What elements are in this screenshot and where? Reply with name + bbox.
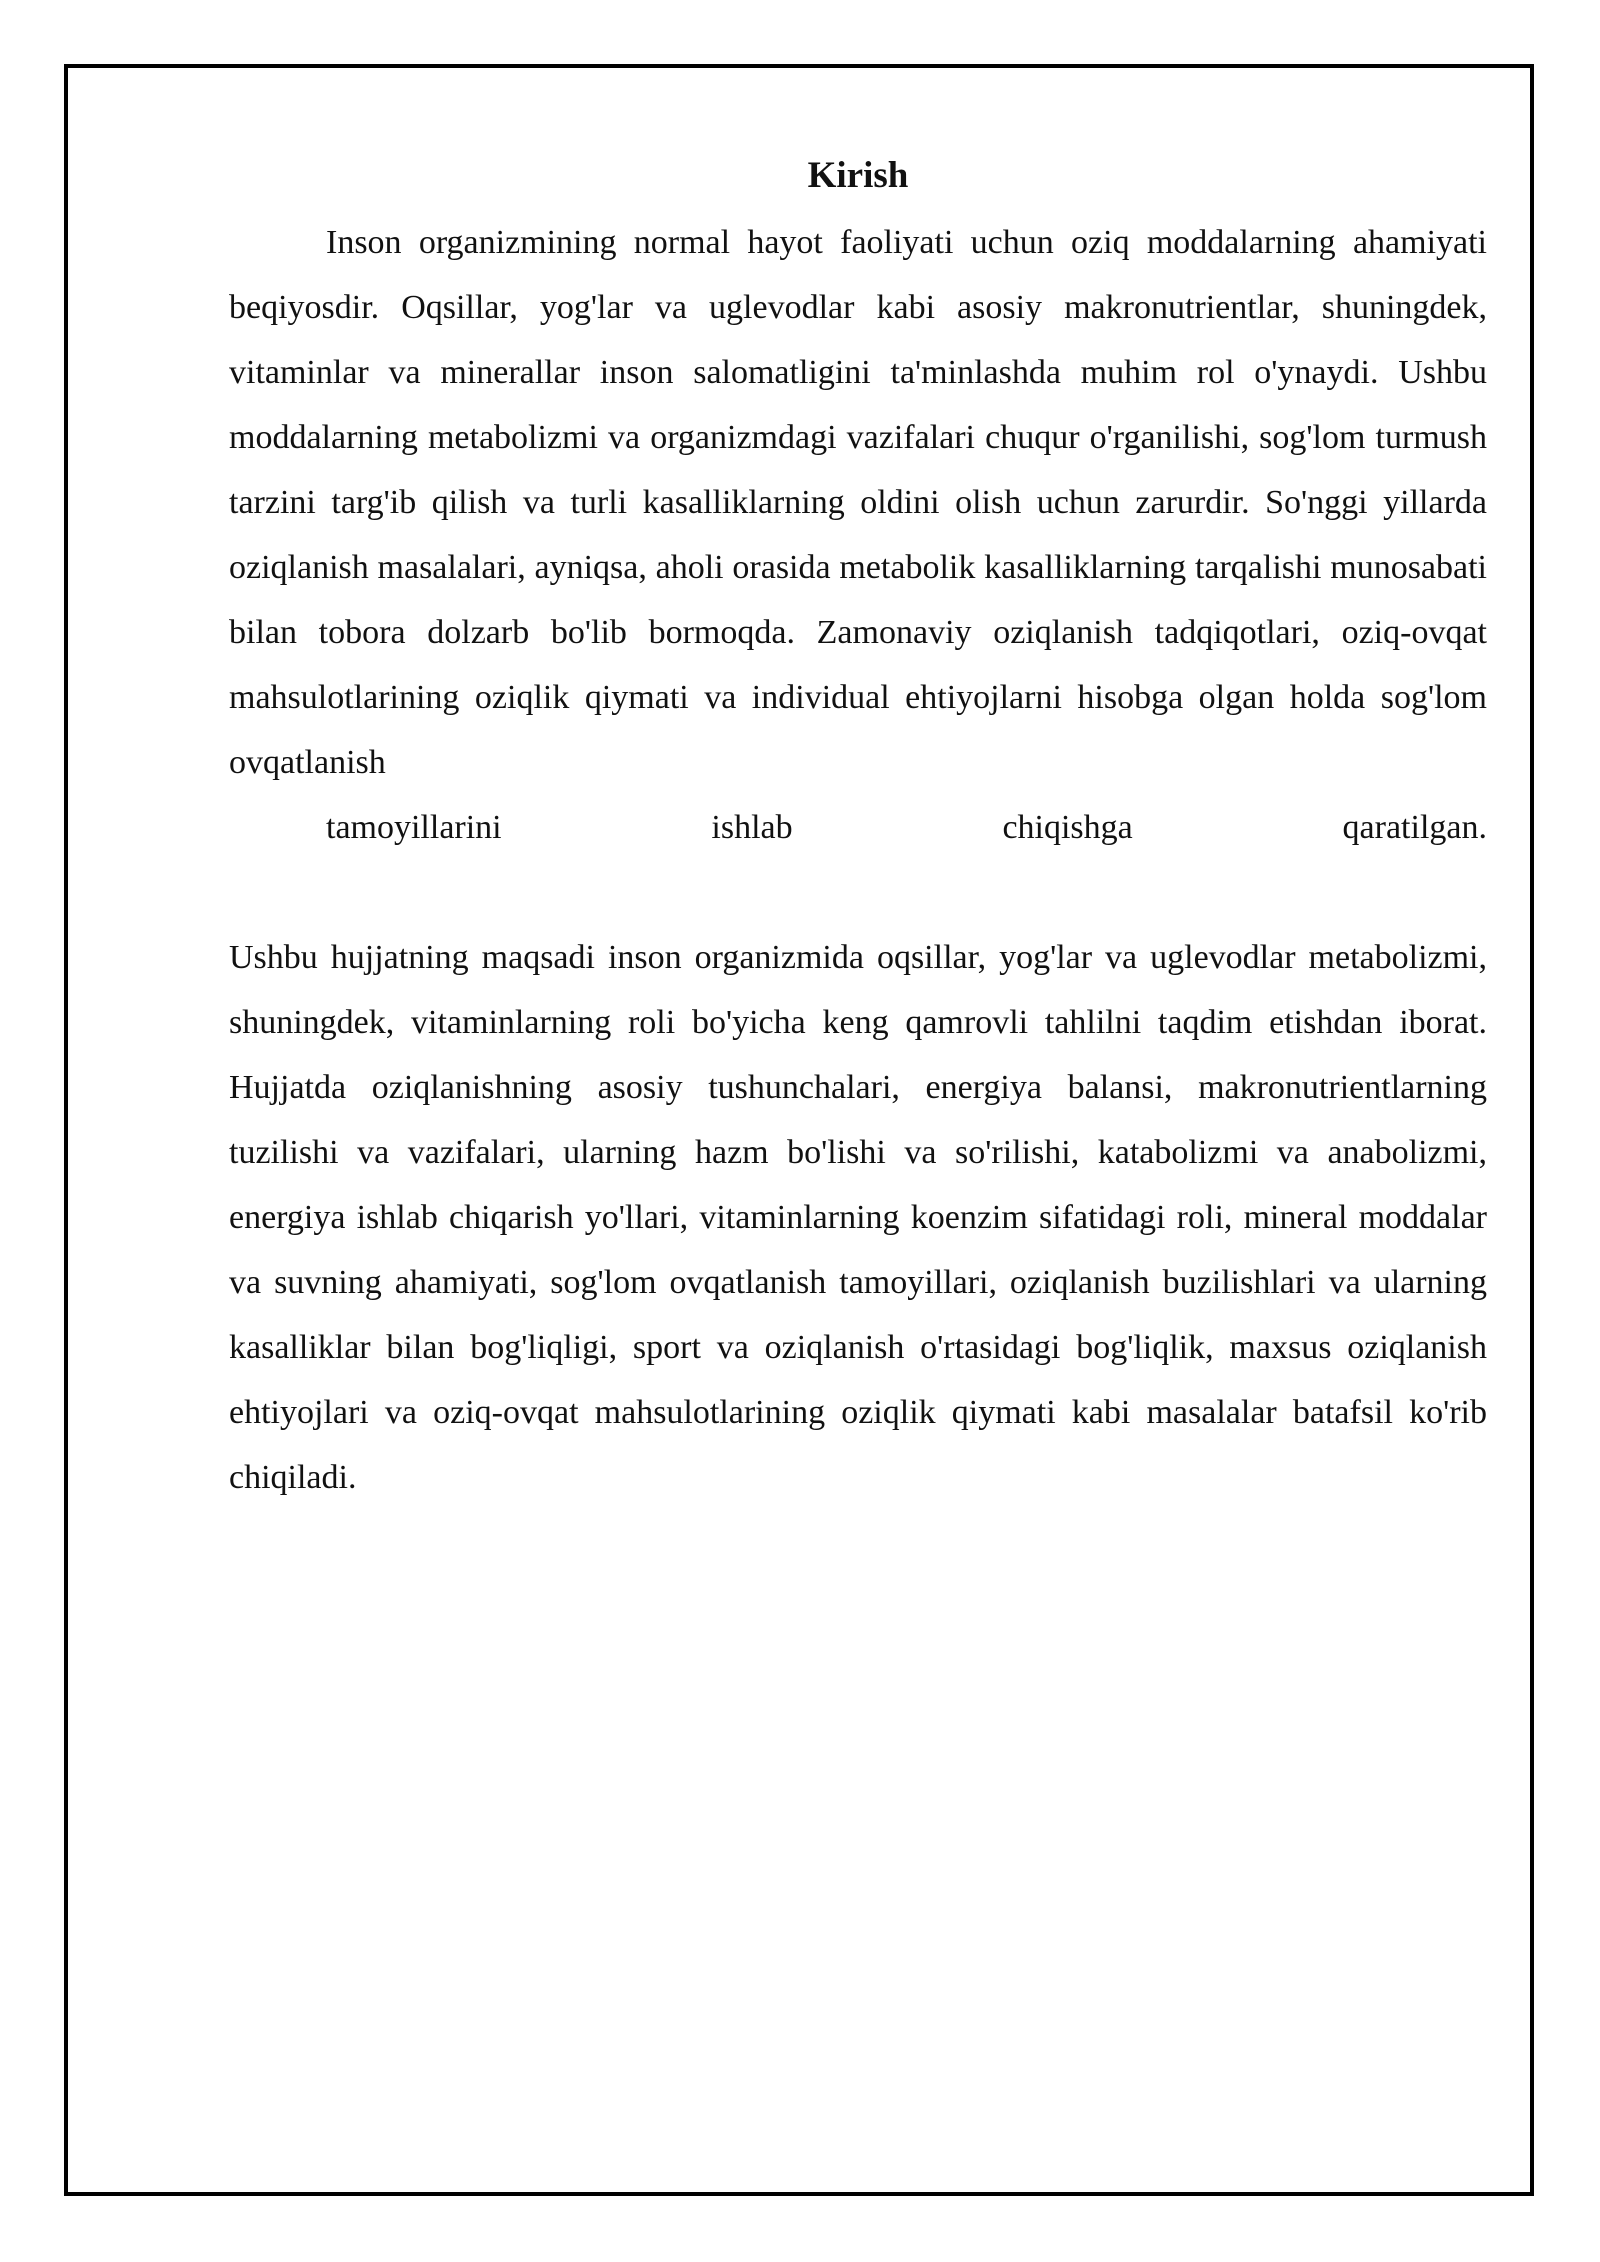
intro-paragraph (229, 210, 1487, 860)
page-title: Kirish (807, 155, 909, 196)
document-body (229, 148, 1487, 1510)
intro-paragraph-text: Inson organizmining normal hayot faoliyati uchun oziq moddalarning ahamiyati beqiyosdir. Oqsillar, yog'lar va uglevodlar kabi asosiy makronutrientlar, shuningdek, vitaminlar va minerallar inson salomatligini ta'minlashda muhim rol o'ynaydi. Ushbu moddalarning metabolizmi va organizmdagi vazifalari chuqur o'rganilishi, sog'lom turmush tarzini targ'ib qilish va turli kasalliklarning oldini olish uchun zarurdir. So'nggi yillarda oziqlanish masalalari, ayniqsa, aholi orasida metabolik kasalliklarning tarqalishi munosabati bilan tobora dolzarb bo'lib bormoqda. Zamonaviy oziqlanish tadqiqotlari, oziq-ovqat mahsulotlarining oziqlik qiymati va individual ehtiyojlarni hisobga olgan holda sog'lom ovqatlanish (229, 224, 1487, 781)
intro-paragraph-last-line: tamoyillarini ishlab chiqishga qaratilgan. (326, 809, 1487, 846)
paragraph-spacer (229, 860, 1487, 925)
purpose-paragraph: Ushbu hujjatning maqsadi inson organizmida oqsillar, yog'lar va uglevodlar metabolizmi, shuningdek, vitaminlarning roli bo'yicha keng qamrovli tahlilni taqdim etishdan iborat. Hujjatda oziqlanishning asosiy tushunchalari, energiya balansi, makronutrientlarning tuzilishi va vazifalari, ularning hazm bo'lishi va so'rilishi, katabolizmi va anabolizmi, energiya ishlab chiqarish yo'llari, vitaminlarning koenzim sifatidagi roli, mineral moddalar va suvning ahamiyati, sog'lom ovqatlanish tamoyillari, oziqlanish buzilishlari va ularning kasalliklar bilan bog'liqligi, sport va oziqlanish o'rtasidagi bog'liqlik, maxsus oziqlanish ehtiyojlari va oziq-ovqat mahsulotlarining oziqlik qiymati kabi masalalar batafsil ko'rib chiqiladi. (229, 939, 1487, 1496)
